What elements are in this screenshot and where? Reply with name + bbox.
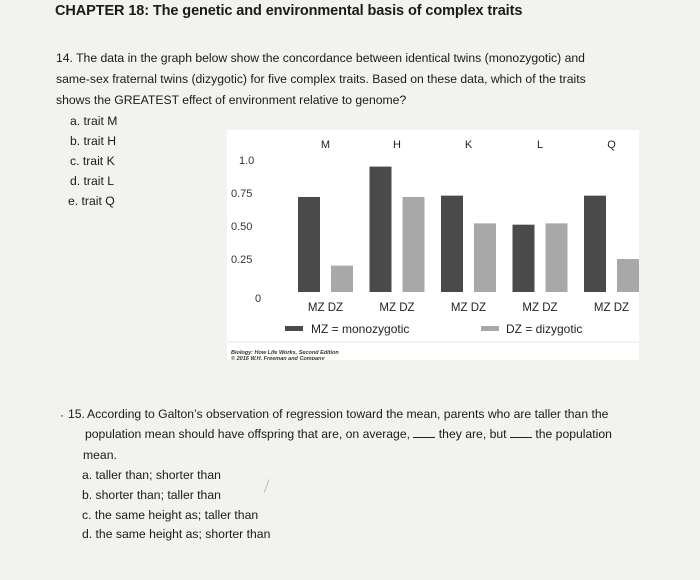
y-tick-label-1: 0.75	[231, 188, 253, 200]
q15-bullet: ·	[60, 408, 64, 422]
q15-text-line-3: mean.	[83, 448, 117, 462]
x-group-label-l: MZ DZ	[522, 302, 558, 314]
bar-q-dz	[617, 259, 639, 292]
q14-text-line-3: shows the GREATEST effect of environment relative to genome?	[56, 93, 407, 107]
y-tick-label-2: 0.50	[231, 221, 253, 233]
legend-mz-label: MZ = monozygotic	[311, 322, 410, 336]
q14-text-line-2: same-sex fraternal twins (dizygotic) for five complex traits. Based on these data, which of the traits	[56, 72, 586, 86]
category-label-k: K	[464, 139, 473, 151]
bar-l-mz	[513, 225, 535, 292]
q15-text-part-2: they are, but	[438, 427, 507, 441]
q14-option-a[interactable]: a. trait M	[70, 114, 118, 128]
bar-q-mz	[584, 196, 606, 292]
bar-l-dz	[546, 223, 568, 292]
chart-credit-line-1: Biology: How Life Works, Second Edition	[231, 350, 339, 356]
x-group-label-q: MZ DZ	[593, 302, 630, 314]
q15-text-line-1: According to Galton’s observation of regression toward the mean, parents who are taller than the	[87, 407, 609, 421]
bar-m-mz	[298, 197, 320, 292]
q15-blank-1[interactable]	[413, 427, 435, 438]
q15-blank-2[interactable]	[510, 427, 532, 438]
legend-dz-label: DZ = dizygotic	[506, 322, 583, 336]
chapter-title: CHAPTER 18: The genetic and environmental basis of complex traits	[55, 3, 523, 19]
category-label-h: H	[393, 139, 401, 151]
q15-text-part-3: the population	[535, 427, 612, 441]
q15-option-c[interactable]: c. the same height as; taller than	[82, 508, 259, 522]
legend-mz-swatch	[285, 326, 303, 331]
q15-option-a[interactable]: a. taller than; shorter than	[82, 468, 221, 482]
x-group-label-k: MZ DZ	[450, 302, 487, 314]
q15-text-part-1: population mean should have offspring that are, on average,	[85, 427, 411, 441]
y-tick-label-3: 0.25	[231, 254, 253, 266]
x-group-label-m: MZ DZ	[307, 302, 344, 314]
bar-k-mz	[441, 196, 463, 292]
category-label-l: L	[536, 139, 544, 151]
y-tick-label-0: 1.0	[239, 155, 255, 167]
x-group-label-h: MZ DZ	[379, 302, 415, 314]
legend-dz-swatch	[481, 326, 499, 331]
q14-option-b[interactable]: b. trait H	[70, 134, 117, 148]
q15-option-b[interactable]: b. shorter than; taller than	[82, 488, 221, 502]
q15-number: 15.	[68, 407, 85, 421]
bar-m-dz	[331, 266, 353, 292]
q14-text-line-1: 14. The data in the graph below show the concordance between identical twins (monozygotic) and	[56, 51, 585, 65]
bar-k-dz	[474, 223, 496, 292]
q14-option-d[interactable]: d. trait L	[70, 174, 115, 188]
bar-h-mz	[370, 167, 392, 292]
pen-mark	[264, 479, 275, 495]
bar-h-dz	[403, 197, 425, 292]
category-label-m: M	[320, 139, 331, 151]
q15-text-line-2	[85, 424, 612, 444]
concordance-bar-chart	[227, 130, 639, 360]
category-label-q: Q	[607, 139, 616, 151]
q14-option-e[interactable]: e. trait Q	[68, 194, 115, 208]
q14-option-c[interactable]: c. trait K	[70, 154, 115, 168]
y-tick-label-4: 0	[255, 293, 262, 305]
chart-credit-line-2: © 2016 W.H. Freeman and Company	[231, 356, 325, 360]
q15-option-d[interactable]: d. the same height as; shorter than	[82, 527, 271, 541]
chart-panel	[227, 130, 639, 360]
